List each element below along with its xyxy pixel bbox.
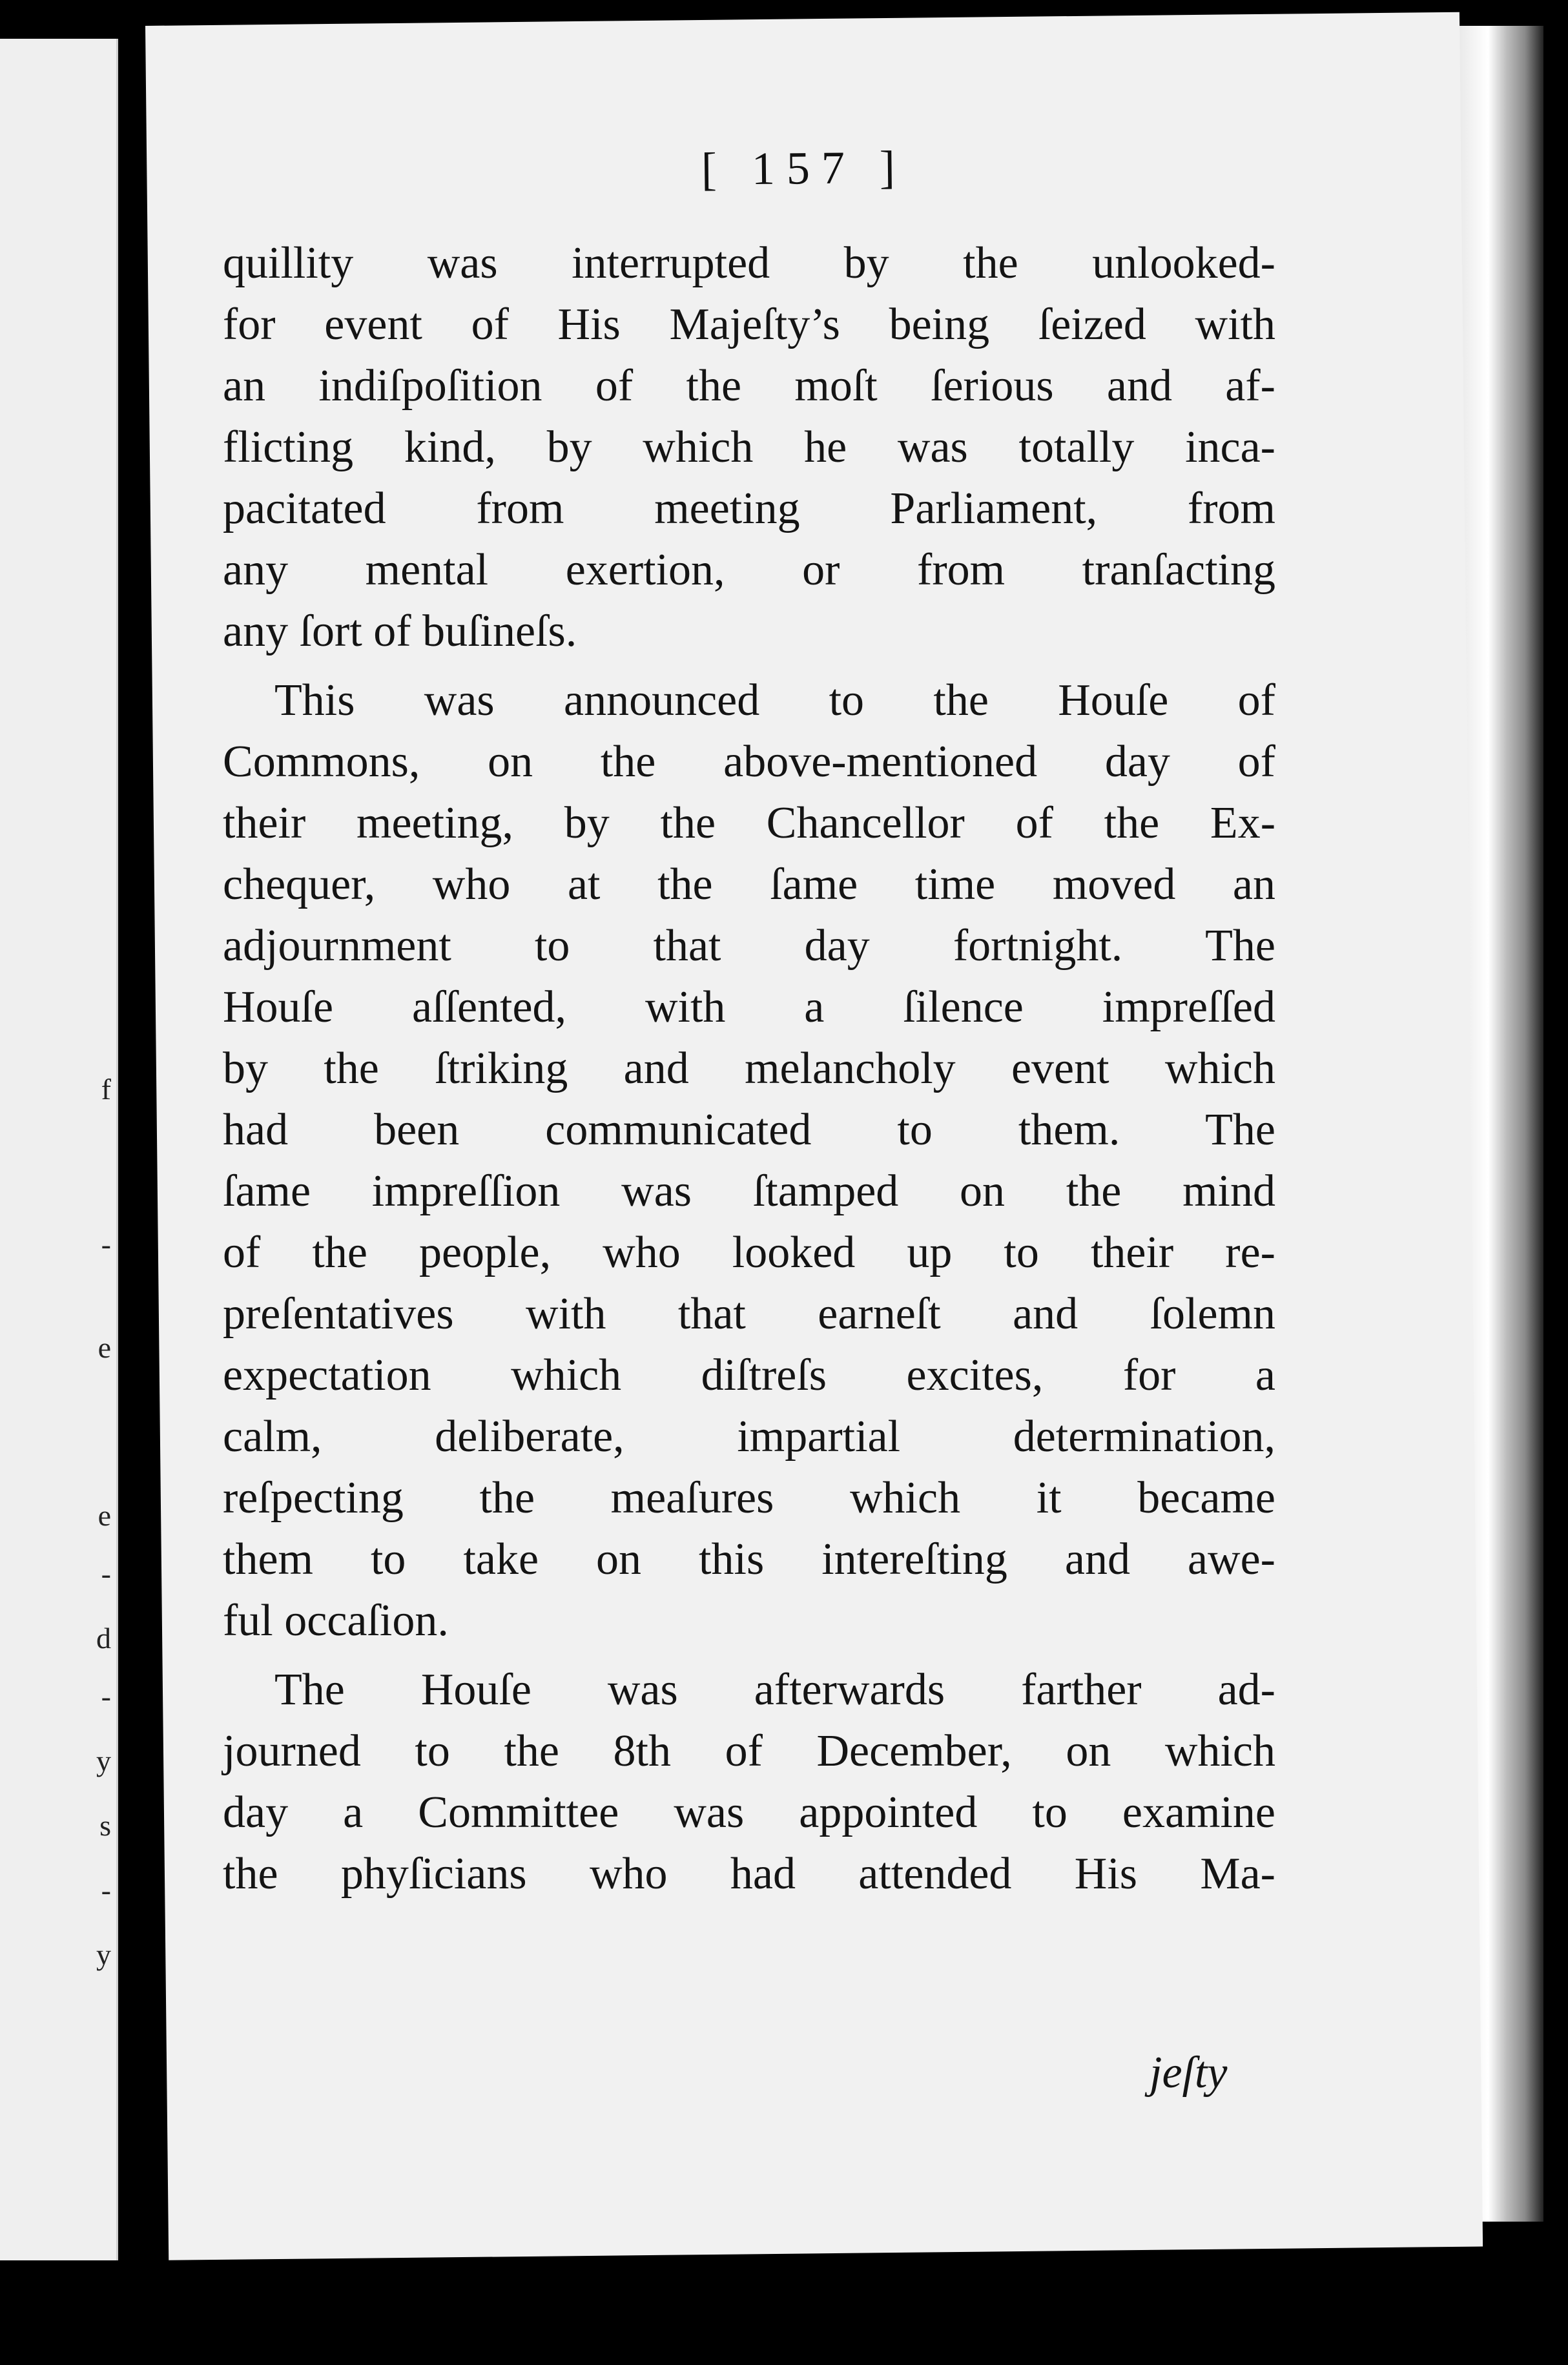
text-line: their meeting, by the Chancellor of the Ex- [223,798,1275,848]
left-page-fragment: f [101,1073,111,1106]
left-page-fragment: - [101,1680,111,1713]
left-page-fragment: - [101,1557,111,1590]
text-line: any mental exertion, or from tranſacting [223,545,1275,595]
text-line: preſentatives with that earneſt and ſolemn [223,1289,1275,1339]
text-line: ful occaſion. [223,1596,449,1646]
left-page-fragment: y [96,1744,111,1777]
text-line: had been communicated to them. The [223,1105,1275,1155]
left-page-fragment: y [96,1938,111,1971]
text-line: expectation which diſtreſs excites, for a [223,1350,1275,1400]
text-line: The Houſe was afterwards farther ad- [274,1665,1275,1715]
catchword: jeſty [1150,2048,1228,2098]
left-page-fragment: s [99,1809,111,1842]
text-line: quillity was interrupted by the unlooked- [223,238,1275,288]
text-line: Houſe aſſented, with a ſilence impreſſed [223,982,1275,1032]
text-line: This was announced to the Houſe of [274,676,1275,725]
left-page-fragment: d [96,1622,111,1655]
left-page-fragment: - [101,1228,111,1261]
left-page-fragment: - [101,1874,111,1906]
text-line: reſpecting the meaſures which it became [223,1473,1275,1523]
text-line: flicting kind, by which he was totally inca- [223,422,1275,472]
text-line: them to take on this intereſting and awe- [223,1534,1275,1584]
text-line: an indiſpoſition of the moſt ſerious and af- [223,361,1275,411]
text-line: any ſort of buſineſs. [223,606,577,656]
text-line: by the ſtriking and melancholy event which [223,1044,1275,1093]
text-line: calm, deliberate, impartial determination, [223,1412,1275,1461]
left-page-fragment: e [98,1499,111,1532]
page-body-text [223,232,1275,1905]
text-line: chequer, who at the ſame time moved an [223,860,1275,909]
left-page-fragment: e [98,1331,111,1364]
text-line: journed to the 8th of December, on which [223,1726,1275,1776]
left-page-edge [0,39,118,2260]
text-line: day a Committee was appointed to examine [223,1788,1275,1837]
text-line: of the people, who looked up to their re- [223,1228,1275,1277]
page-number: [ 157 ] [701,141,907,195]
text-line: Commons, on the above-mentioned day of [223,737,1275,787]
text-line: the phyſicians who had attended His Ma- [223,1849,1275,1899]
text-line: adjournment to that day fortnight. The [223,921,1275,971]
text-line: ſame impreſſion was ſtamped on the mind [223,1166,1275,1216]
text-line: for event of His Majeſty’s being ſeized with [223,300,1275,349]
text-line: pacitated from meeting Parliament, from [223,484,1275,533]
